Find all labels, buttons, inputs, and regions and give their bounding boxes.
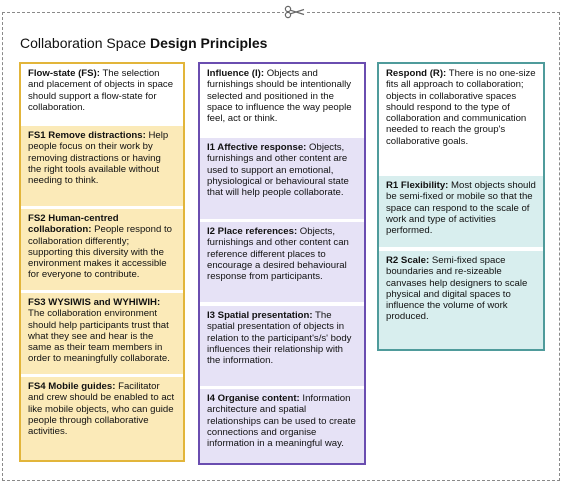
principle-i2: I2 Place references: Objects, furnishings and other content can reference different places to encourage a desired behavioural response from participants. — [200, 222, 364, 302]
title-normal: Collaboration Space — [20, 35, 150, 51]
principle-fs1: FS1 Remove distractions: Help people focus on their work by removing distractions or having the right tools available without needing to think. — [21, 126, 183, 206]
principle-fs3: FS3 WYSIWIS and WYHIWIH: The collaboration environment should help participants trust that what they see and hear is the same as their team members in order to meaningfully collaborate. — [21, 293, 183, 374]
principle-i1: I1 Affective response: Objects, furnishings and other content are used to support an emotional, physiological or behavioural state that will help people collaborate. — [200, 138, 364, 219]
principle-fs2: FS2 Human-centred collaboration: People respond to collaboration differently; supporting this diversity with the environment makes it accessible for everyone to contribute. — [21, 209, 183, 290]
page-title — [20, 35, 267, 51]
principle-i3: I3 Spatial presentation: The spatial presentation of objects in relation to the participant's/s' body influences their relationship with the information. — [200, 306, 364, 386]
respond-column — [377, 62, 545, 351]
flow-state-column — [19, 62, 185, 462]
scissors-icon — [284, 5, 306, 19]
flow-state-header: Flow-state (FS): The selection and placement of objects in space should support a flow-state for collaboration. — [21, 64, 183, 122]
principle-fs4: FS4 Mobile guides: Facilitator and crew should be enabled to act like mobile objects, who can guide people through collaborative activities. — [21, 377, 183, 460]
principle-r2: R2 Scale: Semi-fixed space boundaries and re-sizeable canvases help designers to scale physical and digital spaces to influence the volume of work produced. — [379, 251, 543, 349]
principle-i4: I4 Organise content: Information architecture and spatial relationships can be used to create connections and organise information in a meaningful way. — [200, 389, 364, 463]
principle-r1: R1 Flexibility: Most objects should be semi-fixed or mobile so that the space can respond to the scale of work and type of activities performed. — [379, 176, 543, 247]
influence-header: Influence (I): Objects and furnishings should be intentionally selected and positioned in the space to influence the way people feel, act or think. — [200, 64, 364, 134]
influence-column — [198, 62, 366, 465]
respond-header: Respond (R): There is no one-size fits all approach to collaboration; objects in collaborative spaces should respond to the type of collaboration and communication needed to reach the group's collaborative goals. — [379, 64, 543, 172]
title-bold: Design Principles — [149, 35, 268, 51]
